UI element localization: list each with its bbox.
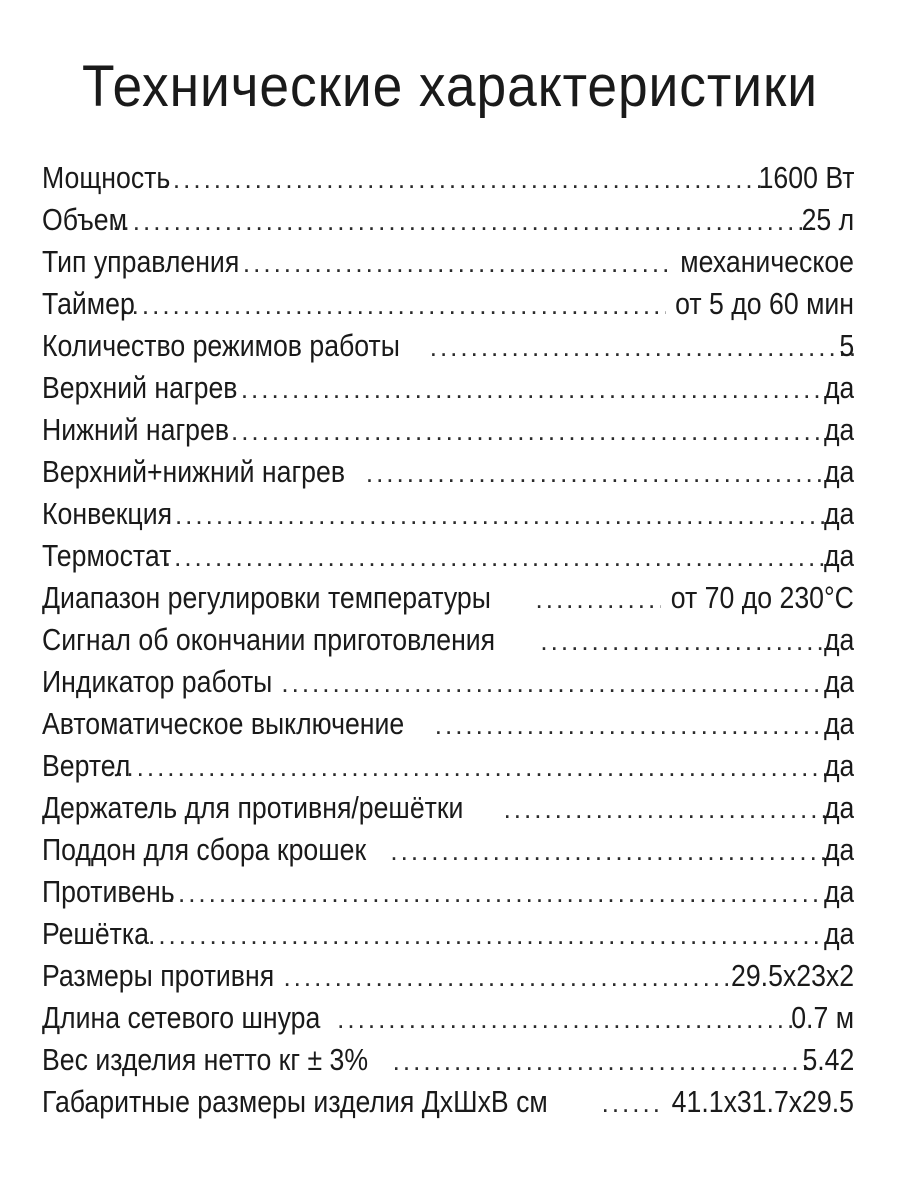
spec-value: 29.5х23х2 [730,958,854,993]
spec-row [42,661,854,703]
spec-row [42,955,854,997]
dot-leader [138,914,839,955]
spec-value: да [823,454,854,489]
spec-row [42,1039,854,1081]
spec-value: 25 л [801,202,854,237]
dot-leader [243,242,672,283]
spec-row [42,913,854,955]
spec-label: Автоматическое выключение [42,706,405,741]
spec-value: да [823,496,854,531]
dot-leader [121,284,666,325]
dot-leader [163,158,763,199]
dot-leader [168,872,839,913]
page-title: Технические характеристики [82,54,818,119]
spec-value: 0.7 м [791,1000,854,1035]
spec-label: Таймер [42,286,135,321]
spec-label: Держатель для противня/решётки [42,790,464,825]
spec-value: да [823,412,854,447]
dot-leader [112,200,813,241]
spec-label: Количество режимов работы [42,328,400,363]
dot-leader [337,998,801,1039]
spec-label: Диапазон регулировки температуры [42,580,491,615]
spec-value: 5.42 [802,1042,854,1077]
spec-value: да [823,664,854,699]
spec-value: от 70 до 230°С [670,580,854,615]
spec-label: Мощность [42,160,171,195]
spec-value: да [823,832,854,867]
spec-value: да [823,916,854,951]
spec-label: Длина сетевого шнура [42,1000,321,1035]
spec-row [42,325,854,367]
spec-value: да [823,790,854,825]
spec-row [42,157,854,199]
dot-leader [504,788,839,829]
spec-value: да [823,706,854,741]
dot-leader [393,1040,814,1081]
spec-row [42,1081,854,1123]
spec-row [42,367,854,409]
dot-leader [390,830,839,871]
dot-leader [231,410,839,451]
spec-value: да [823,370,854,405]
spec-row [42,745,854,787]
dot-leader [536,578,662,619]
spec-row [42,493,854,535]
dot-leader [366,452,839,493]
dot-leader [540,620,839,661]
spec-label: Тип управления [42,244,240,279]
spec-list [42,157,854,1123]
spec-label: Вертел [42,748,131,783]
dot-leader [281,662,839,703]
dot-leader [430,326,854,367]
dot-leader [241,368,839,409]
spec-value: да [823,538,854,573]
spec-label: Нижний нагрев [42,412,229,447]
spec-value: 1600 Вт [758,160,854,195]
dot-leader [435,704,839,745]
spec-label: Вес изделия нетто кг ± 3% [42,1042,369,1077]
dot-leader [116,746,839,787]
spec-label: Решётка [42,916,149,951]
spec-row [42,451,854,493]
spec-value: да [823,622,854,657]
dot-leader [602,1082,663,1123]
dot-leader [165,494,839,535]
spec-value: механическое [680,244,854,279]
spec-row [42,703,854,745]
spec-row [42,619,854,661]
spec-row [42,199,854,241]
spec-label: Индикатор работы [42,664,273,699]
spec-row [42,283,854,325]
spec-row [42,829,854,871]
spec-label: Верхний нагрев [42,370,238,405]
spec-row [42,787,854,829]
spec-row [42,577,854,619]
spec-row [42,409,854,451]
spec-label: Габаритные размеры изделия ДхШхВ см [42,1084,548,1119]
spec-row [42,997,854,1039]
spec-row [42,241,854,283]
spec-label: Размеры противня [42,958,275,993]
spec-row [42,871,854,913]
spec-label: Поддон для сбора крошек [42,832,367,867]
spec-label: Сигнал об окончании приготовления [42,622,496,657]
dot-leader [164,536,839,577]
spec-label: Термостат [42,538,172,573]
spec-value: от 5 до 60 мин [675,286,854,321]
spec-value: да [823,874,854,909]
dot-leader [283,956,731,997]
spec-label: Противень [42,874,175,909]
spec-value: да [823,748,854,783]
spec-label: Объем [42,202,127,237]
spec-label: Верхний+нижний нагрев [42,454,346,489]
spec-label: Конвекция [42,496,173,531]
spec-value: 5 [839,328,854,363]
spec-value: 41.1х31.7х29.5 [671,1084,854,1119]
spec-row [42,535,854,577]
